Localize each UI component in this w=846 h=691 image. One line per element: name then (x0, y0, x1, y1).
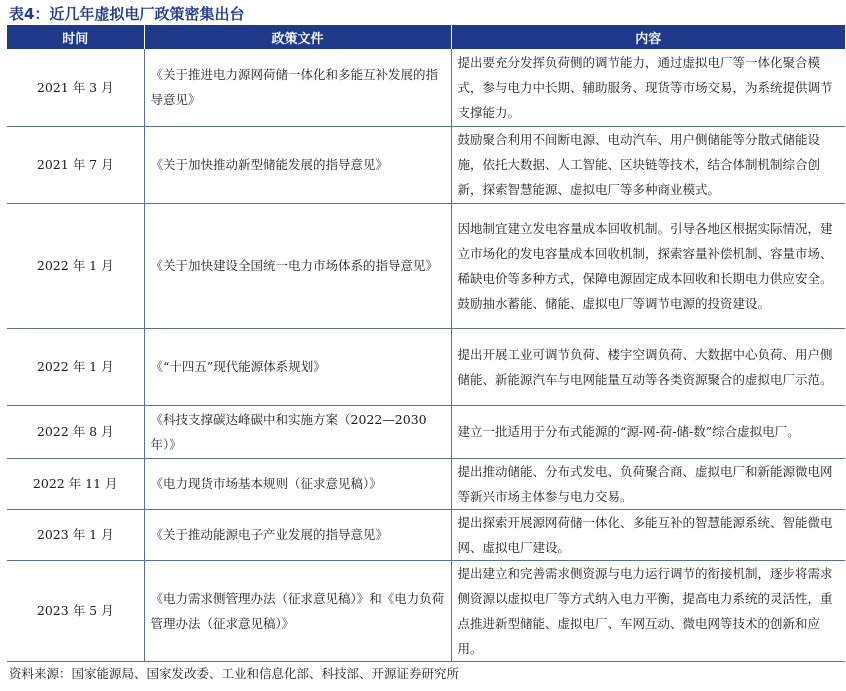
table-row (7, 405, 845, 458)
table-header-row (7, 25, 845, 49)
header-time: 时间 (7, 25, 144, 49)
row-policy: 《电力现货市场基本规则（征求意见稿）》 (144, 458, 451, 509)
row-policy: 《“十四五”现代能源体系规划》 (144, 328, 451, 405)
row-content: 提出开展工业可调节负荷、楼宇空调负荷、大数据中心负荷、用户侧储能、新能源汽车与电网能量互动等各类资源聚合的虚拟电厂示范。 (451, 328, 845, 405)
row-content: 提出推动储能、分布式发电、负荷聚合商、虚拟电厂和新能源微电网等新兴市场主体参与电力交易。 (451, 458, 845, 509)
table-row (7, 203, 845, 328)
row-content: 因地制宜建立发电容量成本回收机制。引导各地区根据实际情况，建立市场化的发电容量成本回收机制，探索容量补偿机制、容量市场、稀缺电价等多种方式，保障电源固定成本回收和长期电力供应安全。鼓励抽水蓄能、储能、虚拟电厂等调节电源的投资建设。 (451, 203, 845, 328)
row-policy: 《关于加快推动新型储能发展的指导意见》 (144, 126, 451, 203)
policy-table (7, 25, 845, 662)
row-time: 2022 年 8 月 (7, 405, 144, 458)
row-time: 2022 年 11 月 (7, 458, 144, 509)
row-time: 2022 年 1 月 (7, 203, 144, 328)
row-content: 建立一批适用于分布式能源的“源-网-荷-储-数”综合虚拟电厂。 (451, 405, 845, 458)
source-note: 资料来源：国家能源局、国家发改委、工业和信息化部、科技部、开源证券研究所 (9, 666, 460, 681)
table-row (7, 509, 845, 560)
header-policy: 政策文件 (144, 25, 451, 49)
table-row (7, 328, 845, 405)
row-content: 提出探索开展源网荷储一体化、多能互补的智慧能源系统、智能微电网、虚拟电厂建设。 (451, 509, 845, 560)
table-title: 表4：近几年虚拟电厂政策密集出台 (9, 5, 245, 23)
row-policy: 《关于加快建设全国统一电力市场体系的指导意见》 (144, 203, 451, 328)
row-policy: 《关于推动能源电子产业发展的指导意见》 (144, 509, 451, 560)
row-time: 2023 年 1 月 (7, 509, 144, 560)
row-time: 2021 年 7 月 (7, 126, 144, 203)
row-content: 提出建立和完善需求侧资源与电力运行调节的衔接机制，逐步将需求侧资源以虚拟电厂等方式纳入电力平衡，提高电力系统的灵活性，重点推进新型储能、虚拟电厂、车网互动、微电网等技术的创新和应用。 (451, 560, 845, 661)
row-time: 2022 年 1 月 (7, 328, 144, 405)
table-row (7, 560, 845, 661)
row-content: 提出要充分发挥负荷侧的调节能力，通过虚拟电厂等一体化聚合模式，参与电力中长期、辅助服务、现货等市场交易，为系统提供调节支撑能力。 (451, 49, 845, 126)
row-policy: 《关于推进电力源网荷储一体化和多能互补发展的指导意见》 (144, 49, 451, 126)
row-time: 2023 年 5 月 (7, 560, 144, 661)
table-row (7, 49, 845, 126)
header-content: 内容 (451, 25, 845, 49)
row-policy: 《科技支撑碳达峰碳中和实施方案（2022—2030年）》 (144, 405, 451, 458)
table-row (7, 458, 845, 509)
row-time: 2021 年 3 月 (7, 49, 144, 126)
row-content: 鼓励聚合利用不间断电源、电动汽车、用户侧储能等分散式储能设施，依托大数据、人工智能、区块链等技术，结合体制机制综合创新，探索智慧能源、虚拟电厂等多种商业模式。 (451, 126, 845, 203)
table-row (7, 126, 845, 203)
row-policy: 《电力需求侧管理办法（征求意见稿）》和《电力负荷管理办法（征求意见稿）》 (144, 560, 451, 661)
